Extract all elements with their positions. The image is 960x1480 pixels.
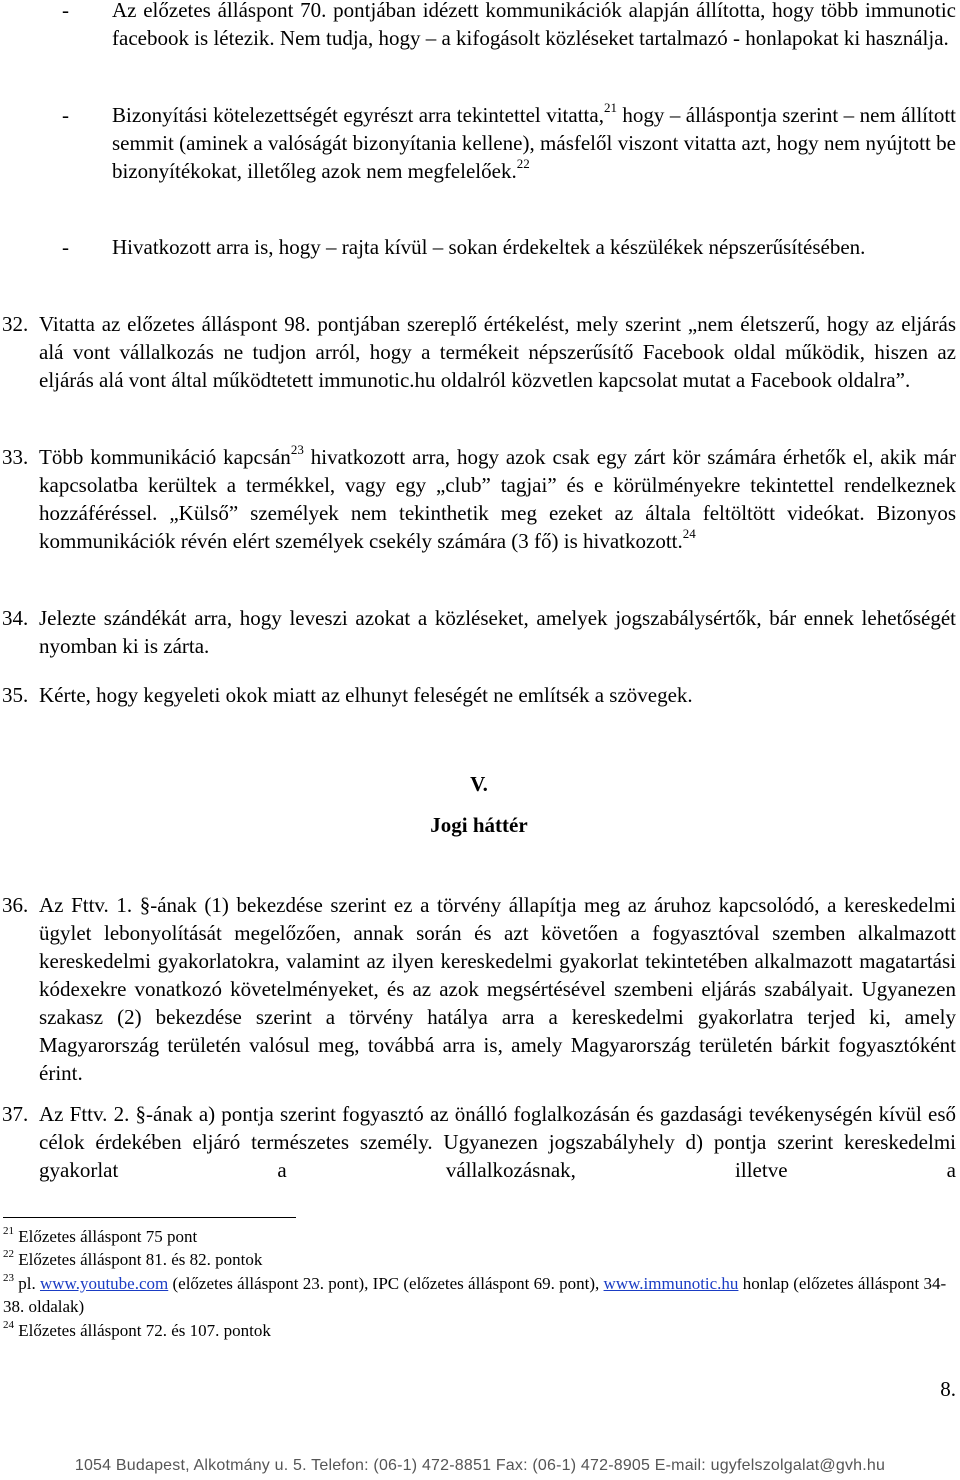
bullet-dash: - [62,103,69,127]
footnote: $^{24}$ Előzetes álláspont 72. és 107. pontok [3,1319,271,1340]
immunotic-link[interactable]: www.immunotic.hu [603,1274,739,1293]
bullet-text: Hivatkozott arra is, hogy – rajta kívül – sokan érdekeltek a készülékek népszerűsítésében. [112,235,866,259]
paragraph-text: Több kommunikáció kapcsán$^{23}$ hivatkozott arra, hogy azok csak egy zárt kör számára érhetők el, akik már kapcsolatba kerültek a termékkel, vagy egy „club” tagjai” és e körülményekre tekintettel rendelkeznek hozzáféréssel. „Külső” személyek nem tekinthetik meg ezeket az általa feltöltött videókat. Bizonyos kommunikációk révén elért személyek csekély számára (3 fő) is hivatkozott.$^{24}$ [39,442,956,553]
paragraph-number: 33. [2,445,29,469]
footnote: $^{21}$ Előzetes álláspont 75 pont [3,1225,198,1246]
paragraph-number: 37. [2,1102,29,1126]
paragraph-text: Az Fttv. 2. §-ának a) pontja szerint fogyasztó az önálló foglalkozásán és gazdasági tevékenységén kívül eső célok érdekében eljáró természetes személy. Ugyanezen jogszabályhely d) pontja szerint kereskedelmi gyakorlat a vállalkozásnak, illetve a [39,1102,956,1182]
footnote: $^{23}$ pl. www.youtube.com (előzetes álláspont 23. pont), IPC (előzetes álláspont 69. pont), www.immunotic.hu honlap (előzetes álláspont 34-38. oldalak) [3,1272,947,1316]
youtube-link[interactable]: www.youtube.com [39,1274,169,1293]
footnote-separator [3,1217,296,1218]
paragraph-text: Vitatta az előzetes álláspont 98. pontjában szereplő értékelést, mely szerint „nem életszerű, hogy az eljárás alá vont vállalkozás ne tudjon arról, hogy a termékeit népszerűsítő Facebook oldal működik, hiszen az eljárás alá vont által működtetett immunotic.hu oldalról közvetlen kapcsolat mutat a Facebook oldalra”. [39,312,956,392]
footnote-ref[interactable]: 23 [290,442,304,457]
footnote: $^{22}$ Előzetes álláspont 81. és 82. pontok [3,1248,263,1269]
footnote-ref[interactable]: 21 [603,100,617,115]
footnote-number: 23 [3,1272,14,1285]
paragraph-text: Jelezte szándékát arra, hogy leveszi azokat a közléseket, amelyek jogszabálysértők, bár ennek lehetőségét nyomban ki is zárta. [39,606,956,658]
footnote-ref[interactable]: 22 [516,156,530,171]
bullet-dash: - [62,235,69,259]
paragraph-number: 34. [2,606,29,630]
footnote-number: 22 [3,1248,14,1261]
bullet-dash: - [62,0,69,22]
page-footer-address: 1054 Budapest, Alkotmány u. 5. Telefon: (06-1) 472-8851 Fax: (06-1) 472-8905 E-mail: ugyfelszolgalat@gvh.hu [74,1457,886,1474]
section-number: V. [470,772,488,796]
paragraph-number: 32. [2,312,29,336]
bullet-text: Az előzetes álláspont 70. pontjában idézett kommunikációk alapján állította, hogy több immunotic facebook is létezik. Nem tudja, hogy – a kifogásolt közléseket tartalmazó - honlapokat ki használja. [112,0,956,50]
footnote-ref[interactable]: 24 [682,526,696,541]
paragraph-number: 35. [2,683,29,707]
paragraph-text: Az Fttv. 1. §-ának (1) bekezdése szerint ez a törvény állapítja meg az áruhoz kapcsolódó, a kereskedelmi ügylet lebonyolítását megelőzően, annak során és azt követően a fogyasztóval szemben alkalmazott kereskedelmi gyakorlatokra, valamint az ilyen kereskedelmi gyakorlat tekintetében alkalmazott magatartási kódexekre vonatkozó követelményeket, és az azok megsértésével szembeni eljárás szabályait. Ugyanezen szakasz (2) bekezdése szerint a törvény hatálya arra a kereskedelmi gyakorlatra terjed ki, amely Magyarország területén valósul meg, továbbá arra is, amely Magyarország területén bárkit fogyasztóként érint. [39,893,956,1085]
page-number: 8. [940,1377,956,1401]
paragraph-text: Kérte, hogy kegyeleti okok miatt az elhunyt feleségét ne említsék a szövegek. [39,683,693,707]
section-title: Jogi háttér [430,813,528,837]
bullet-text: Bizonyítási kötelezettségét egyrészt arra tekintettel vitatta,$^{21}$ hogy – álláspontja szerint – nem állított semmit (aminek a valóságát bizonyítania kellene), másfelől viszont vitatta azt, hogy nem nyújtott be bizonyítékokat, illetőleg azok nem megfelelőek.$^{22}$ [112,100,957,183]
footnote-number: 24 [3,1319,14,1332]
paragraph-number: 36. [2,893,29,917]
footnote-number: 21 [3,1225,14,1238]
